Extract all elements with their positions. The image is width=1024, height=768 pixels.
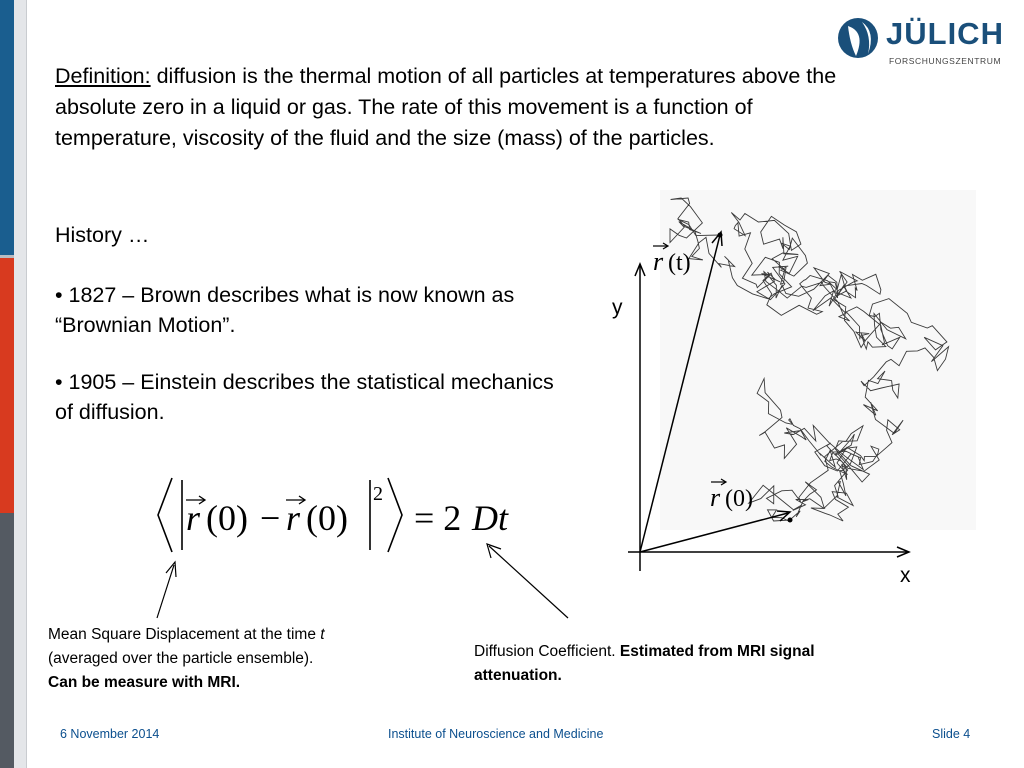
diffusion-caption bbox=[474, 640, 834, 688]
history-heading: History … bbox=[55, 223, 150, 247]
diffusion-caption-bold: Estimated from MRI signal attenuation. bbox=[474, 643, 815, 684]
formula-rhs: = 2 bbox=[414, 498, 462, 538]
msd-caption bbox=[48, 623, 448, 695]
footer-date: 6 November 2014 bbox=[60, 727, 160, 741]
brownian-motion-plot bbox=[600, 186, 980, 586]
x-axis-label: x bbox=[900, 564, 911, 587]
formula-arg1: (0) bbox=[206, 498, 248, 538]
plot-background bbox=[660, 190, 976, 530]
formula-arg2: (0) bbox=[306, 498, 348, 538]
rt-label-t: (t) bbox=[668, 250, 691, 276]
history-bullet-1905: • 1905 – Einstein describes the statistical mechanics of diffusion. bbox=[55, 370, 554, 424]
formula-Dt: Dt bbox=[472, 498, 508, 538]
msd-caption-line2: (averaged over the particle ensemble). bbox=[48, 650, 314, 667]
formula-r2: r bbox=[286, 498, 301, 538]
walk-end-point bbox=[718, 233, 723, 238]
walk-start-point bbox=[788, 518, 793, 523]
formula-minus: − bbox=[260, 498, 281, 538]
r0-label-r: r bbox=[710, 483, 721, 512]
diffusion-arrow bbox=[489, 546, 568, 618]
msd-arrow bbox=[157, 565, 174, 618]
msd-caption-bold: Can be measure with MRI. bbox=[48, 674, 241, 691]
r0-label-arg: (0) bbox=[725, 486, 753, 512]
msd-caption-t: t bbox=[320, 626, 325, 643]
logo-subtitle: FORSCHUNGSZENTRUM bbox=[889, 56, 1002, 66]
history-bullet-1827: • 1827 – Brown describes what is now known as “Brownian Motion”. bbox=[55, 283, 515, 337]
footer-slide-number: Slide 4 bbox=[932, 727, 971, 741]
definition-text: diffusion is the thermal motion of all particles at temperatures above the absolute zero in a liquid or gas. The rate of this movement is a function of temperature, viscosity of the fluid and the size (mass) of the particles. bbox=[55, 64, 837, 150]
formula-exponent: 2 bbox=[373, 483, 383, 505]
y-axis-label: y bbox=[612, 296, 623, 319]
logo-wordmark: JÜLICH bbox=[886, 16, 1004, 51]
msd-caption-line1: Mean Square Displacement at the time bbox=[48, 626, 321, 643]
formula-r1: r bbox=[186, 498, 201, 538]
rt-label-r: r bbox=[653, 247, 664, 276]
definition-label: Definition: bbox=[55, 64, 151, 88]
footer-institute: Institute of Neuroscience and Medicine bbox=[388, 727, 604, 741]
diffusion-caption-text: Diffusion Coefficient. bbox=[474, 643, 620, 660]
